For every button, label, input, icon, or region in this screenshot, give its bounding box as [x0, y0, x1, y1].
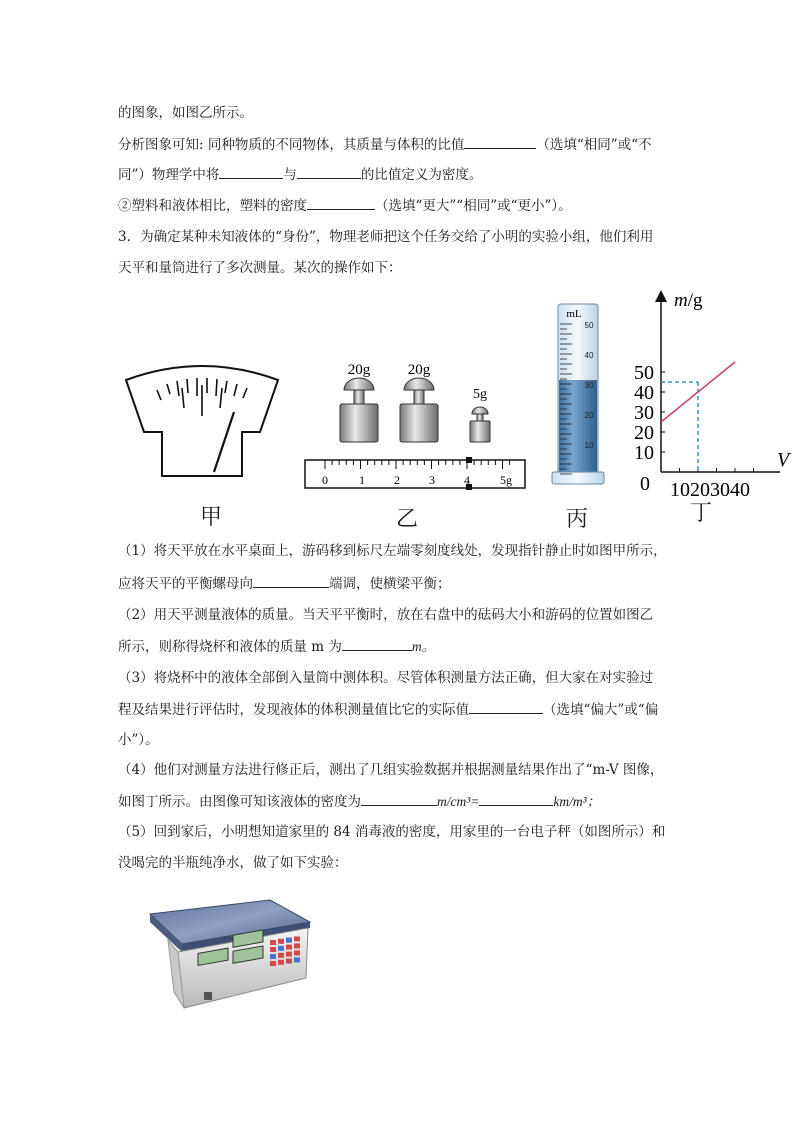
cylinder-tick-label: 40	[584, 351, 594, 360]
question-text	[118, 227, 653, 247]
text-line	[118, 134, 652, 155]
step-text	[118, 605, 653, 625]
m-v-chart	[622, 286, 794, 501]
answer-blank[interactable]	[479, 791, 553, 806]
step-text	[118, 760, 663, 780]
y-tick-label: 10	[634, 442, 654, 464]
text: （选填“偏大”或“偏	[543, 702, 659, 718]
keypad-key	[294, 957, 300, 962]
y-axis-label-unit: /g	[687, 290, 703, 311]
keypad-key	[294, 936, 300, 941]
text: 的比值定义为密度。	[360, 167, 483, 183]
text: ②塑料和液体相比，塑料的密度	[118, 198, 307, 214]
text: （1）将天平放在水平桌面上，游码移到标尺左端零刻度线处，发现指针静止时如图甲所示，	[118, 543, 667, 559]
answer-blank[interactable]	[297, 164, 361, 179]
keypad-key	[270, 961, 276, 966]
text: （选填“更大”“相同”或“更小”）。	[375, 198, 572, 214]
ruler-tick-label: 3	[429, 473, 435, 487]
keypad-key	[270, 947, 276, 952]
x-axis-label: V	[777, 449, 790, 471]
electronic-scale-image	[138, 892, 312, 1014]
text-line	[118, 164, 482, 185]
ruler-tick-label: 5g	[500, 473, 512, 487]
answer-blank[interactable]	[469, 699, 543, 714]
answer-blank[interactable]	[307, 195, 375, 210]
keypad-key	[270, 954, 276, 959]
weight-20g-right	[400, 378, 438, 442]
text: 3．为确定某种未知液体的“身份”，物理老师把这个任务交给了小明的实验小组，他们利用	[118, 229, 654, 245]
text-line	[118, 103, 253, 123]
rail-ruler	[305, 460, 525, 488]
keypad-key	[278, 960, 284, 965]
ruler-tick-label: 4	[464, 473, 470, 487]
rider-top	[466, 457, 472, 463]
step-text	[118, 822, 665, 842]
figure-label-yi: 乙	[396, 507, 419, 532]
text: （5）回到家后，小明想知道家里的 84 消毒液的密度，用家里的一台电子秤（如图所示）和	[118, 824, 666, 840]
answer-blank[interactable]	[219, 164, 283, 179]
step-text	[118, 541, 667, 561]
weight-label: 5g	[473, 387, 487, 402]
text: （2）用天平测量液体的质量。当天平平衡时，放在右盘中的砝码大小和游码的位置如图乙	[118, 607, 654, 623]
x-tick-labels: 10203040	[670, 479, 750, 501]
keypad-key	[294, 950, 300, 955]
keypad-key	[286, 938, 292, 943]
y-tick-label: 30	[634, 402, 654, 424]
text: 分析图象可知: 同种物质的不同物体，其质量与体积的比值	[118, 137, 465, 153]
keypad-key	[286, 952, 292, 957]
text: m/cm³=	[437, 794, 480, 809]
text: 天平和量筒进行了多次测量。某次的操作如下：	[118, 260, 402, 276]
weight-label: 20g	[347, 362, 371, 378]
figure-label-ding: 丁	[690, 501, 713, 526]
step-text	[118, 791, 600, 812]
balance-dial-figure	[122, 360, 282, 480]
text: 与	[283, 167, 297, 183]
origin-label: 0	[640, 473, 650, 495]
text: 的图象，如图乙所示。	[118, 105, 253, 121]
step-text	[118, 573, 451, 594]
cylinder-tick-label: 30	[584, 381, 594, 390]
text: 端调，使横梁平衡；	[329, 576, 451, 592]
text: 小”）。	[118, 732, 159, 748]
text: m。	[411, 639, 436, 654]
text: （3）将烧杯中的液体全部倒入量筒中测体积。尽管体积测量方法正确，但大家在对实验过	[118, 670, 654, 686]
step-text	[118, 853, 348, 873]
text: 程及结果进行评估时，发现液体的体积测量值比它的实际值	[118, 702, 469, 718]
keypad-key	[270, 940, 276, 945]
keypad-key	[278, 953, 284, 958]
y-tick-label: 40	[634, 382, 654, 404]
text: （选填“相同”或“不	[536, 137, 652, 153]
keypad-key	[278, 939, 284, 944]
text: 所示，则称得烧杯和液体的质量 m 为	[118, 639, 342, 655]
cylinder-tick-label: 20	[584, 411, 594, 420]
ruler-tick-label: 1	[359, 473, 365, 487]
figure-label-jia: 甲	[200, 505, 223, 530]
step-text	[118, 668, 653, 688]
answer-blank[interactable]	[464, 134, 536, 149]
text: 同”）物理学中将	[118, 167, 220, 183]
weight-20g-left	[340, 378, 378, 442]
cylinder-unit: mL	[566, 308, 582, 320]
ruler-tick-label: 0	[322, 473, 328, 487]
weight-5g	[470, 407, 490, 442]
keypad-key	[286, 959, 292, 964]
text: km/m³；	[553, 794, 601, 809]
answer-blank[interactable]	[342, 636, 412, 651]
y-axis-label-m: m	[674, 290, 688, 311]
keypad-key	[294, 943, 300, 948]
question-text	[118, 258, 402, 278]
power-button	[204, 992, 212, 1000]
keypad-key	[278, 946, 284, 951]
y-tick-label: 20	[634, 422, 654, 444]
y-tick-label: 50	[634, 362, 654, 384]
weights-ruler-figure	[300, 350, 530, 500]
text: （4）他们对测量方法进行修正后，测出了几组实验数据并根据测量结果作出了“m-V 图像，	[118, 762, 664, 778]
weight-label: 20g	[407, 362, 431, 378]
text-line	[118, 195, 572, 216]
answer-blank[interactable]	[253, 573, 329, 588]
answer-blank[interactable]	[361, 791, 437, 806]
step-text	[118, 636, 435, 657]
ruler-tick-label: 2	[394, 473, 400, 487]
step-text	[118, 730, 159, 750]
text: 如图丁所示。由图像可知该液体的密度为	[118, 794, 361, 810]
keypad-key	[286, 945, 292, 950]
graduated-cylinder-figure	[548, 300, 610, 490]
text: 应将天平的平衡螺母向	[118, 576, 253, 592]
step-text	[118, 699, 658, 720]
cylinder-tick-label: 10	[584, 441, 594, 450]
cylinder-tick-label: 50	[584, 321, 594, 330]
y-axis-label	[674, 290, 703, 311]
text: 没喝完的半瓶纯净水，做了如下实验：	[118, 855, 348, 871]
figure-label-bing: 丙	[566, 507, 589, 532]
